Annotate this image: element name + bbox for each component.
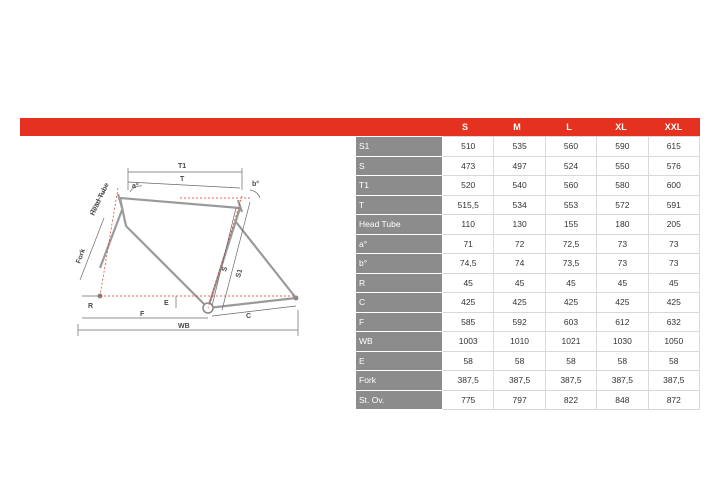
table-cell: 550 bbox=[597, 156, 648, 176]
table-cell: 535 bbox=[494, 137, 545, 157]
table-cell: 497 bbox=[494, 156, 545, 176]
size-header-m: M bbox=[513, 122, 521, 132]
row-label: Head Tube bbox=[356, 215, 443, 235]
table-cell: 58 bbox=[443, 351, 494, 371]
table-cell: 425 bbox=[648, 293, 699, 313]
label-t: T bbox=[180, 176, 185, 183]
size-header-l: L bbox=[566, 122, 572, 132]
table-cell: 73 bbox=[648, 234, 699, 254]
table-cell: 58 bbox=[494, 351, 545, 371]
table-cell: 603 bbox=[545, 312, 596, 332]
label-a: a° bbox=[132, 183, 139, 190]
table-cell: 1003 bbox=[443, 332, 494, 352]
table-row bbox=[356, 254, 700, 274]
table-cell: 74,5 bbox=[443, 254, 494, 274]
table-cell: 520 bbox=[443, 176, 494, 196]
table-row bbox=[356, 273, 700, 293]
top-tube bbox=[120, 198, 240, 208]
row-label: T bbox=[356, 195, 443, 215]
table-cell: 534 bbox=[494, 195, 545, 215]
table-cell: 58 bbox=[545, 351, 596, 371]
label-e: E bbox=[164, 300, 169, 307]
table-cell: 387,5 bbox=[597, 371, 648, 391]
table-cell: 72 bbox=[494, 234, 545, 254]
table-cell: 73 bbox=[648, 254, 699, 274]
table-row bbox=[356, 390, 700, 410]
table-row bbox=[356, 332, 700, 352]
size-header-xxl: XXL bbox=[664, 122, 683, 132]
table-cell: 797 bbox=[494, 390, 545, 410]
table-cell: 205 bbox=[648, 215, 699, 235]
table-cell: 615 bbox=[648, 137, 699, 157]
table-cell: 580 bbox=[597, 176, 648, 196]
row-label: a° bbox=[356, 234, 443, 254]
table-cell: 585 bbox=[443, 312, 494, 332]
table-cell: 600 bbox=[648, 176, 699, 196]
table-cell: 73,5 bbox=[545, 254, 596, 274]
fork-blade bbox=[100, 210, 122, 268]
geometry-table bbox=[355, 136, 700, 410]
table-cell: 822 bbox=[545, 390, 596, 410]
table-row bbox=[356, 137, 700, 157]
table-cell: 510 bbox=[443, 137, 494, 157]
table-cell: 590 bbox=[597, 137, 648, 157]
chain-stay bbox=[208, 298, 296, 308]
row-label: b° bbox=[356, 254, 443, 274]
table-cell: 73 bbox=[597, 254, 648, 274]
table-cell: 180 bbox=[597, 215, 648, 235]
table-cell: 74 bbox=[494, 254, 545, 274]
table-cell: 1021 bbox=[545, 332, 596, 352]
table-cell: 540 bbox=[494, 176, 545, 196]
table-cell: 872 bbox=[648, 390, 699, 410]
table-row bbox=[356, 351, 700, 371]
geometry-guides bbox=[100, 188, 296, 308]
c-dimension-line bbox=[212, 306, 296, 316]
table-row bbox=[356, 312, 700, 332]
row-label: St. Ov. bbox=[356, 390, 443, 410]
label-wb: WB bbox=[178, 323, 190, 330]
table-row bbox=[356, 371, 700, 391]
table-cell: 387,5 bbox=[648, 371, 699, 391]
row-label: Fork bbox=[356, 371, 443, 391]
rear-dropout bbox=[294, 296, 299, 301]
table-cell: 591 bbox=[648, 195, 699, 215]
seat-angle-arc bbox=[250, 190, 260, 198]
label-fork: Fork bbox=[75, 248, 88, 265]
table-cell: 387,5 bbox=[545, 371, 596, 391]
row-label: WB bbox=[356, 332, 443, 352]
table-cell: 425 bbox=[597, 293, 648, 313]
bike-frame bbox=[100, 194, 296, 308]
table-cell: 473 bbox=[443, 156, 494, 176]
size-header-xl: XL bbox=[615, 122, 627, 132]
table-cell: 58 bbox=[597, 351, 648, 371]
table-cell: 71 bbox=[443, 234, 494, 254]
table-cell: 45 bbox=[597, 273, 648, 293]
s-dimension-line bbox=[212, 208, 236, 306]
table-cell: 425 bbox=[443, 293, 494, 313]
table-cell: 110 bbox=[443, 215, 494, 235]
table-cell: 592 bbox=[494, 312, 545, 332]
fork-dimension-line bbox=[80, 218, 104, 280]
label-c: C bbox=[246, 313, 252, 320]
label-f: F bbox=[140, 311, 145, 318]
dimension-lines bbox=[78, 168, 298, 336]
table-cell: 58 bbox=[648, 351, 699, 371]
table-cell: 572 bbox=[597, 195, 648, 215]
row-label: R bbox=[356, 273, 443, 293]
table-cell: 425 bbox=[494, 293, 545, 313]
label-s1: S1 bbox=[235, 268, 245, 279]
row-label: S1 bbox=[356, 137, 443, 157]
table-cell: 387,5 bbox=[443, 371, 494, 391]
table-cell: 155 bbox=[545, 215, 596, 235]
table-row bbox=[356, 195, 700, 215]
label-s: S bbox=[221, 266, 230, 273]
table-cell: 524 bbox=[545, 156, 596, 176]
seat-stay bbox=[236, 222, 296, 298]
table-row bbox=[356, 176, 700, 196]
table-row bbox=[356, 293, 700, 313]
row-label: C bbox=[356, 293, 443, 313]
down-tube bbox=[126, 226, 208, 308]
table-cell: 45 bbox=[545, 273, 596, 293]
table-cell: 45 bbox=[494, 273, 545, 293]
size-header-s: S bbox=[461, 122, 468, 132]
row-label: S bbox=[356, 156, 443, 176]
table-row bbox=[356, 215, 700, 235]
table-cell: 560 bbox=[545, 176, 596, 196]
row-label: F bbox=[356, 312, 443, 332]
table-cell: 45 bbox=[443, 273, 494, 293]
table-row bbox=[356, 234, 700, 254]
row-label: T1 bbox=[356, 176, 443, 196]
table-cell: 515,5 bbox=[443, 195, 494, 215]
table-cell: 1010 bbox=[494, 332, 545, 352]
table-cell: 425 bbox=[545, 293, 596, 313]
table-cell: 576 bbox=[648, 156, 699, 176]
table-cell: 1030 bbox=[597, 332, 648, 352]
table-cell: 775 bbox=[443, 390, 494, 410]
table-cell: 73 bbox=[597, 234, 648, 254]
label-t1: T1 bbox=[178, 163, 187, 170]
row-label: E bbox=[356, 351, 443, 371]
label-head-tube: Head Tube bbox=[89, 181, 111, 217]
table-cell: 130 bbox=[494, 215, 545, 235]
table-row bbox=[356, 156, 700, 176]
table-cell: 1050 bbox=[648, 332, 699, 352]
table-cell: 612 bbox=[597, 312, 648, 332]
label-r: R bbox=[88, 303, 94, 310]
table-cell: 387,5 bbox=[494, 371, 545, 391]
table-cell: 848 bbox=[597, 390, 648, 410]
table-cell: 72,5 bbox=[545, 234, 596, 254]
table-cell: 560 bbox=[545, 137, 596, 157]
frame-geometry-diagram bbox=[60, 150, 360, 350]
table-cell: 553 bbox=[545, 195, 596, 215]
table-cell: 45 bbox=[648, 273, 699, 293]
table-cell: 632 bbox=[648, 312, 699, 332]
label-b: b° bbox=[252, 181, 260, 188]
